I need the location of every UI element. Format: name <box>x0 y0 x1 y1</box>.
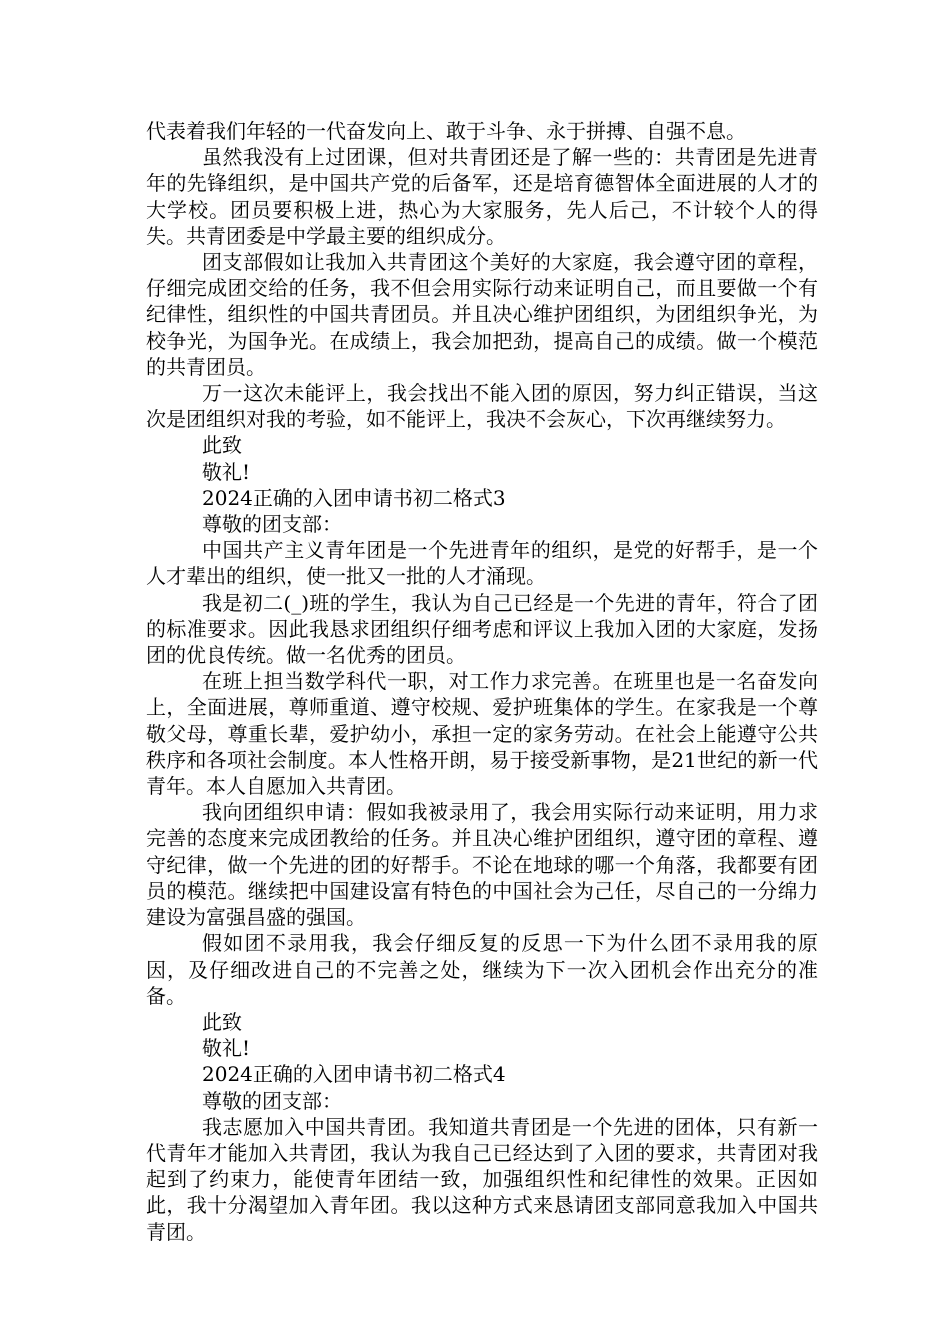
body-paragraph: 虽然我没有上过团课，但对共青团还是了解一些的：共青团是先进青年的先锋组织，是中国共产党的后备军，还是培育德智体全面进展的人才的大学校。团员要积极上进，热心为大家服务，先人后己，不计较个人的得失。共青团委是中学最主要的组织成分。 <box>146 145 818 248</box>
greeting-line: 尊敬的团支部： <box>202 512 342 537</box>
section-heading: 2024正确的入团申请书初二格式3 <box>202 485 506 510</box>
body-paragraph: 我志愿加入中国共青团。我知道共青团是一个先进的团体，只有新一代青年才能加入共青团，我认为我自己已经达到了入团的要求，共青团对我起到了约束力，能使青年团结一致，加强组织性和纪律性的效果。正因如此，我十分渴望加入青年团。我以这种方式来恳请团支部同意我加入中国共青团。 <box>146 1114 818 1244</box>
greeting-line: 尊敬的团支部： <box>202 1088 342 1113</box>
salutation-line: 此致 <box>202 1009 242 1034</box>
document-body <box>146 118 818 1245</box>
body-paragraph: 在班上担当数学科代一职，对工作力求完善。在班里也是一名奋发向上，全面进展，尊师重道、遵守校规、爱护班集体的学生。在家我是一个尊敬父母，尊重长辈，爱护幼小，承担一定的家务劳动。在社会上能遵守公共秩序和各项社会制度。本人性格开朗，易于接受新事物，是21世纪的新一代青年。本人自愿加入共青团。 <box>146 669 818 799</box>
body-paragraph: 代表着我们年轻的一代奋发向上、敢于斗争、永于拼搏、自强不息。 <box>146 119 746 143</box>
section-heading: 2024正确的入团申请书初二格式4 <box>202 1062 506 1087</box>
body-paragraph: 中国共产主义青年团是一个先进青年的组织，是党的好帮手，是一个人才辈出的组织，使一批又一批的人才涌现。 <box>146 538 818 589</box>
body-paragraph: 我向团组织申请：假如我被录用了，我会用实际行动来证明，用力求完善的态度来完成团教给的任务。并且决心维护团组织，遵守团的章程、遵守纪律，做一个先进的团的好帮手。不论在地球的哪一个角落，我都要有团员的模范。继续把中国建设富有特色的中国社会为己任，尽自己的一分绵力建设为富强昌盛的强国。 <box>146 800 818 930</box>
salutation-line: 此致 <box>202 433 242 458</box>
body-paragraph: 我是初二(_)班的学生，我认为自己已经是一个先进的青年，符合了团的标准要求。因此我恳求团组织仔细考虑和评议上我加入团的大家庭，发扬团的优良传统。做一名优秀的团员。 <box>146 590 818 668</box>
closing-line: 敬礼! <box>202 1036 251 1061</box>
closing-line: 敬礼! <box>202 459 251 484</box>
body-paragraph: 假如团不录用我，我会仔细反复的反思一下为什么团不录用我的原因，及仔细改进自己的不完善之处，继续为下一次入团机会作出充分的准备。 <box>146 931 818 1008</box>
body-paragraph: 万一这次未能评上，我会找出不能入团的原因，努力纠正错误，当这次是团组织对我的考验，如不能评上，我决不会灰心，下次再继续努力。 <box>146 381 818 432</box>
body-paragraph: 团支部假如让我加入共青团这个美好的大家庭，我会遵守团的章程，仔细完成团交给的任务，我不但会用实际行动来证明自己，而且要做一个有纪律性，组织性的中国共青团员。并且决心维护团组织，为团组织争光，为校争光，为国争光。在成绩上，我会加把劲，提高自己的成绩。做一个模范的共青团员。 <box>146 250 818 379</box>
